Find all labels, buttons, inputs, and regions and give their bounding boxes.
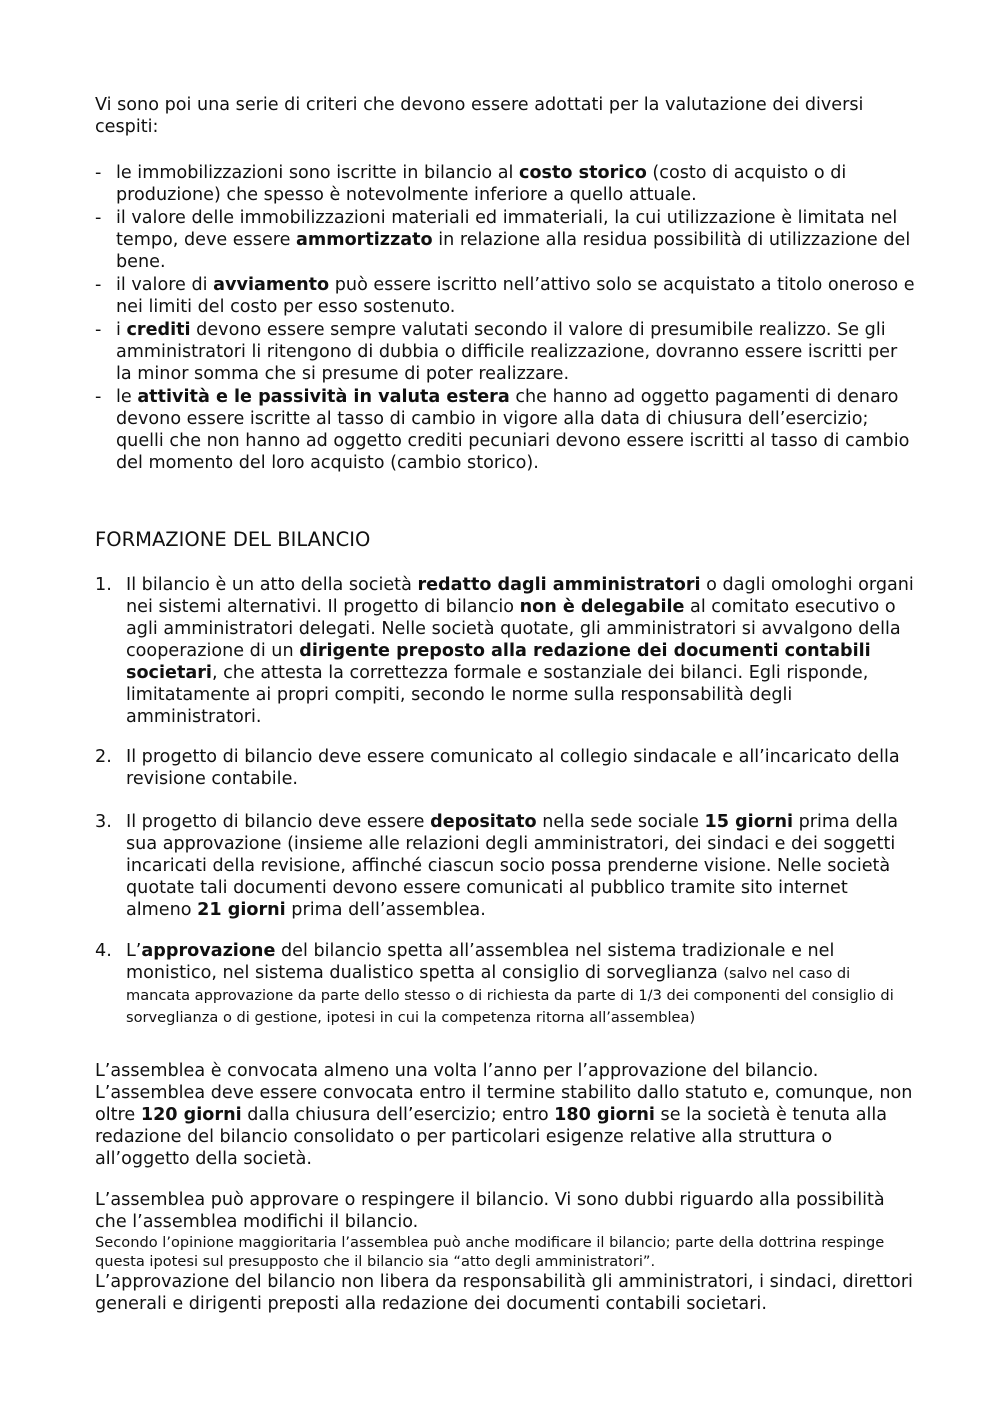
final-paragraph bbox=[95, 1189, 915, 1315]
item-small-note: (salvo nel caso di mancata approvazione da parte dello stesso o di richiesta da parte di 1/3 dei componenti del consiglio di sorveglianza o di gestione, ipotesi in cui la competenza ritorna all’assemblea) bbox=[126, 965, 894, 1026]
item-bold-term: depositato bbox=[430, 812, 537, 832]
paragraph-bold-term: 180 giorni bbox=[554, 1105, 655, 1125]
criteria-bold-term: avviamento bbox=[213, 275, 330, 295]
list-item bbox=[95, 319, 915, 385]
paragraph-small-note: Secondo l’opinione maggioritaria l’assemblea può anche modificare il bilancio; parte della dottrina respinge questa ipotesi sul presupposto che il bilancio sia “atto degli amministratori”. bbox=[95, 1234, 885, 1270]
criteria-text: le immobilizzazioni sono iscritte in bilancio al bbox=[116, 163, 520, 183]
criteria-bold-term: crediti bbox=[126, 320, 191, 340]
item-text: L’ bbox=[126, 941, 142, 961]
item-text: Il progetto di bilancio deve essere bbox=[126, 812, 431, 832]
numbered-item-3 bbox=[95, 811, 915, 921]
item-number: 4. bbox=[95, 941, 112, 961]
list-marker: - bbox=[95, 163, 102, 183]
item-text: , che attesta la correttezza formale e sostanziale dei bilanci. Egli risponde, limitatamente ai propri compiti, secondo le norme sulla responsabilità degli amministratori. bbox=[126, 663, 869, 727]
criteria-text: i bbox=[116, 320, 127, 340]
paragraph-text: L’assemblea è convocata almeno una volta l’anno per l’approvazione del bilancio. L’assemblea deve essere convocata entro il termine stabilito dallo statuto e, comunque, non oltre bbox=[95, 1061, 913, 1125]
intro-paragraph: Vi sono poi una serie di criteri che devono essere adottati per la valutazione dei diversi cespiti: bbox=[95, 95, 864, 137]
numbered-item-1 bbox=[95, 574, 915, 728]
item-text: prima della sua approvazione (insieme alle relazioni degli amministratori, dei sindaci e dei soggetti incaricati della revisione, affinché ciascun socio possa prenderne visione. Nelle società quotate tali documenti devono essere comunicati al pubblico tramite sito internet almeno bbox=[126, 812, 898, 920]
item-number: 3. bbox=[95, 812, 112, 832]
item-body bbox=[126, 940, 915, 1028]
item-text: Il bilancio è un atto della società bbox=[126, 575, 418, 595]
item-text: prima dell’assemblea. bbox=[285, 900, 486, 920]
item-text: o dagli omologhi organi nei sistemi alternativi. Il progetto di bilancio bbox=[126, 575, 914, 617]
item-bold-term: dirigente preposto alla redazione dei documenti contabili societari bbox=[126, 641, 871, 683]
list-item bbox=[95, 274, 915, 318]
paragraph-text: dalla chiusura dell’esercizio; entro bbox=[241, 1105, 555, 1125]
item-bold-term: non è delegabile bbox=[519, 597, 685, 617]
list-marker: - bbox=[95, 387, 102, 407]
item-text: Il progetto di bilancio deve essere comunicato al collegio sindacale e all’incaricato della revisione contabile. bbox=[126, 747, 900, 789]
criteria-text: (costo di acquisto o di produzione) che spesso è notevolmente inferiore a quello attuale. bbox=[116, 163, 847, 205]
criteria-text: il valore di bbox=[116, 275, 214, 295]
item-bold-term: 21 giorni bbox=[197, 900, 286, 920]
criteria-text: devono essere sempre valutati secondo il valore di presumibile realizzo. Se gli amministratori li ritengono di dubbia o difficile realizzazione, dovranno essere iscritti per la minor somma che si presume di poter realizzare. bbox=[116, 320, 898, 384]
item-bold-term: 15 giorni bbox=[704, 812, 794, 832]
assembly-paragraph bbox=[95, 1060, 915, 1170]
criteria-bold-term: attività e le passività in valuta estera bbox=[137, 387, 510, 407]
item-number: 1. bbox=[95, 575, 112, 595]
list-item bbox=[95, 162, 915, 206]
item-bold-term: approvazione bbox=[141, 941, 276, 961]
numbered-item-2 bbox=[95, 746, 915, 790]
item-body bbox=[126, 811, 915, 921]
item-text: nella sede sociale bbox=[536, 812, 705, 832]
criteria-text: in relazione alla residua possibilità di utilizzazione del bene. bbox=[116, 230, 911, 272]
list-marker: - bbox=[95, 208, 102, 228]
list-item bbox=[95, 386, 915, 474]
item-bold-term: redatto dagli amministratori bbox=[417, 575, 701, 595]
item-body bbox=[126, 574, 915, 728]
criteria-bold-term: ammortizzato bbox=[296, 230, 433, 250]
criteria-text: le bbox=[116, 387, 138, 407]
list-marker: - bbox=[95, 275, 102, 295]
criteria-text: può essere iscritto nell’attivo solo se acquistato a titolo oneroso e nei limiti del costo per esso sostenuto. bbox=[116, 275, 915, 317]
paragraph-bold-term: 120 giorni bbox=[140, 1105, 242, 1125]
numbered-item-4 bbox=[95, 940, 915, 1028]
item-text: del bilancio spetta all’assemblea nel sistema tradizionale e nel monistico, nel sistema dualistico spetta al consiglio di sorveglianza bbox=[126, 941, 835, 983]
criteria-bold-term: costo storico bbox=[519, 163, 647, 183]
paragraph-text: L’assemblea può approvare o respingere il bilancio. Vi sono dubbi riguardo alla possibilità che l’assemblea modifichi il bilancio. bbox=[95, 1190, 885, 1232]
item-body bbox=[126, 746, 915, 790]
paragraph-text: se la società è tenuta alla redazione del bilancio consolidato o per particolari esigenze relative alla struttura o all’oggetto della società. bbox=[95, 1105, 888, 1169]
list-item bbox=[95, 207, 915, 273]
criteria-text: che hanno ad oggetto pagamenti di denaro devono essere iscritte al tasso di cambio in vigore alla data di chiusura dell’esercizio; quelli che non hanno ad oggetto crediti pecuniari devono essere iscritti al tasso di cambio del momento del loro acquisto (cambio storico). bbox=[116, 387, 910, 473]
paragraph-text: L’approvazione del bilancio non libera da responsabilità gli amministratori, i sindaci, direttori generali e dirigenti preposti alla redazione dei documenti contabili societari. bbox=[95, 1272, 913, 1314]
item-text: al comitato esecutivo o agli amministratori delegati. Nelle società quotate, gli amministratori si avvalgono della cooperazione di un bbox=[126, 597, 901, 661]
criteria-list bbox=[95, 162, 915, 475]
section-heading: FORMAZIONE DEL BILANCIO bbox=[95, 528, 371, 551]
list-marker: - bbox=[95, 320, 102, 340]
criteria-text: il valore delle immobilizzazioni materiali ed immateriali, la cui utilizzazione è limitata nel tempo, deve essere bbox=[116, 208, 898, 250]
item-number: 2. bbox=[95, 747, 112, 767]
